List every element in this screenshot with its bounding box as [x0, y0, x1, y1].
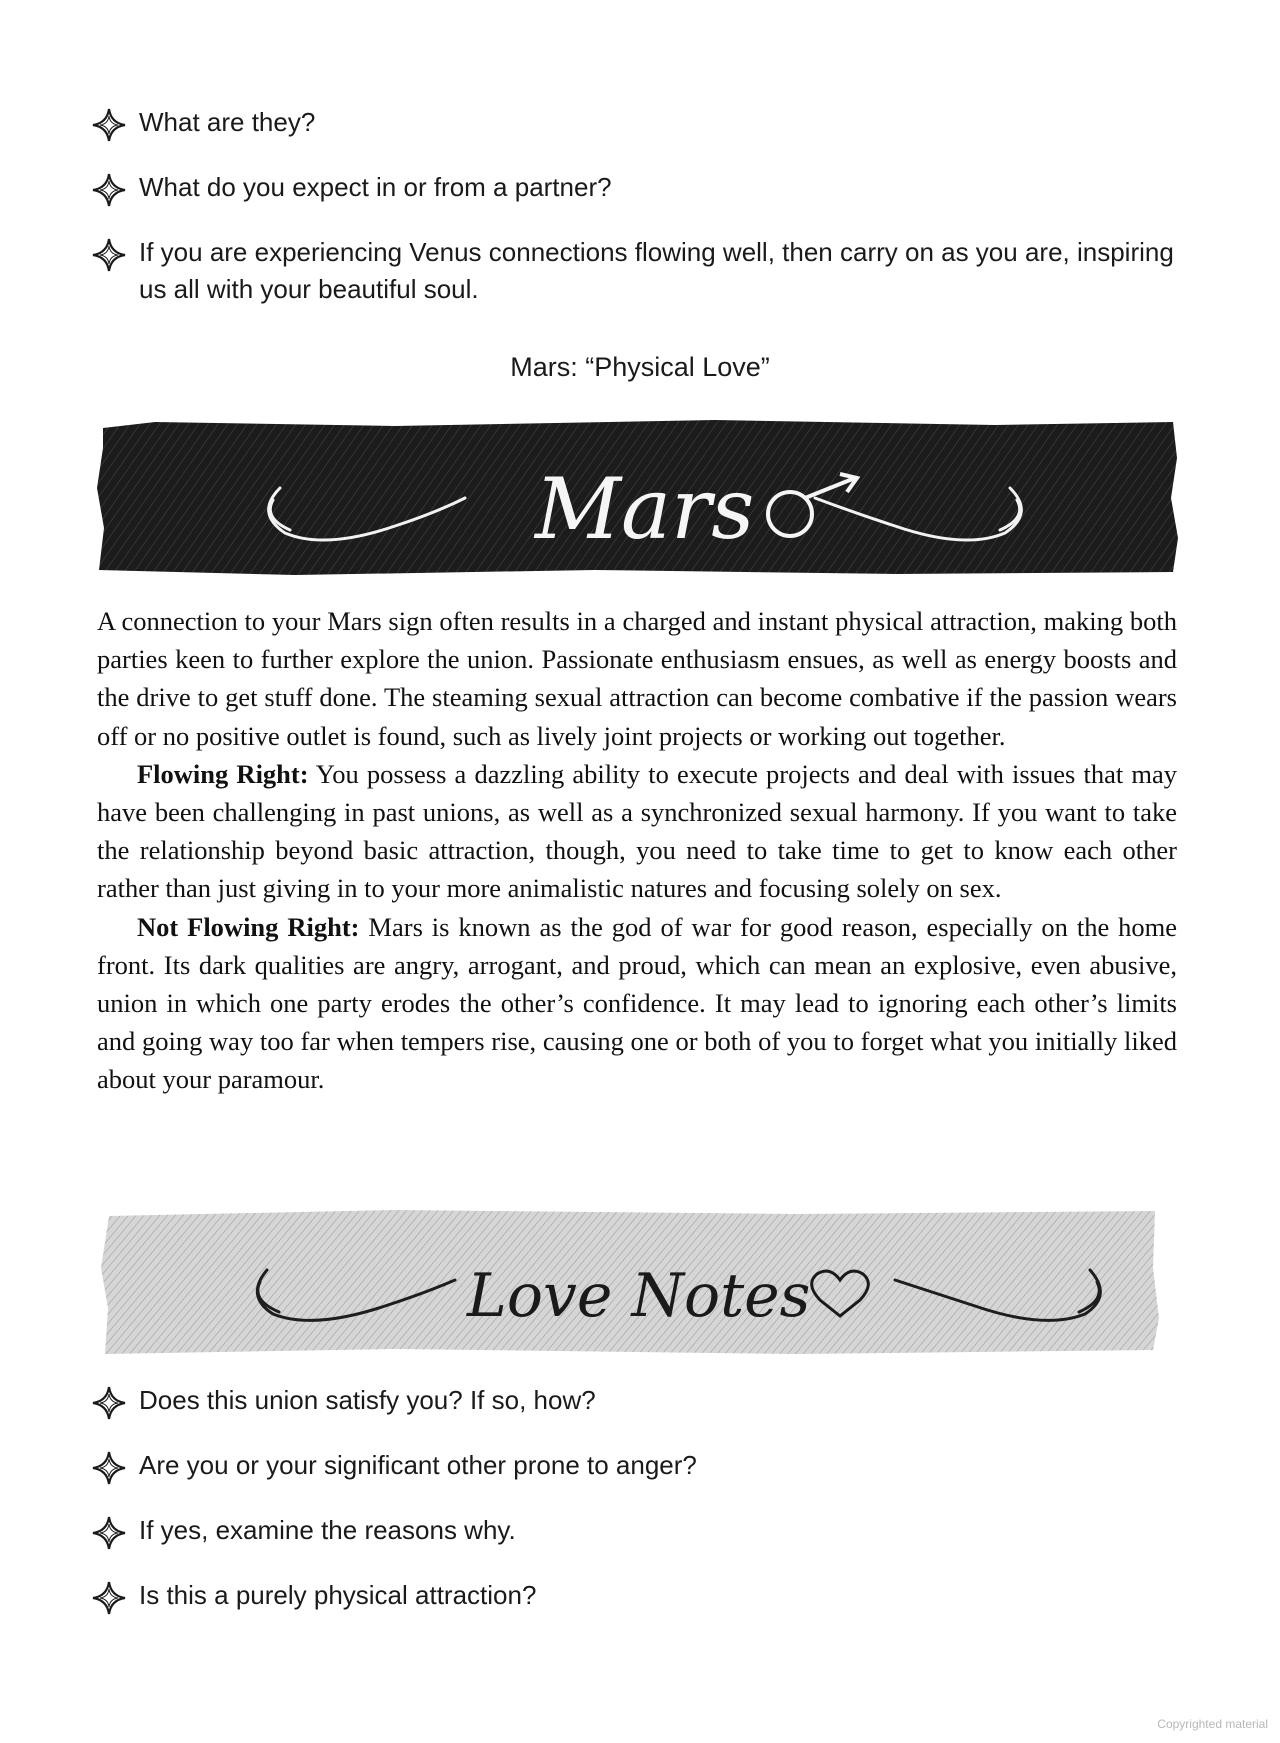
list-item-text: Does this union satisfy you? If so, how?	[139, 1385, 596, 1415]
list-item	[92, 1512, 1182, 1549]
sparkle-bullet-icon	[92, 1386, 126, 1420]
list-item	[92, 169, 1182, 206]
list-item-text: If yes, examine the reasons why.	[139, 1515, 516, 1545]
paragraph-not-flowing-right	[97, 908, 1177, 1099]
list-item-text: Is this a purely physical attraction?	[139, 1580, 537, 1610]
sparkle-bullet-icon	[92, 108, 126, 142]
list-item	[92, 104, 1182, 141]
sparkle-bullet-icon	[92, 173, 126, 207]
list-item-text: Are you or your significant other prone to anger?	[139, 1450, 697, 1480]
question-list-top	[92, 104, 1182, 336]
not-flowing-right-label: Not Flowing Right:	[137, 911, 360, 942]
list-item-text: If you are experiencing Venus connections flowing well, then carry on as you are, inspiring us all with your beautiful soul.	[139, 237, 1174, 304]
sparkle-bullet-icon	[92, 1581, 126, 1615]
flowing-right-text: You possess a dazzling ability to execute projects and deal with issues that may have been challenging in past unions, as well as a synchronized sexual harmony. If you want to take the relationship beyond basic attraction, though, you need to take time to get to know each other rather than just giving in to your more animalistic natures and focusing solely on sex.	[97, 758, 1177, 904]
list-item-text: What do you expect in or from a partner?	[139, 172, 612, 202]
question-list-bottom	[92, 1382, 1182, 1642]
mars-banner	[95, 418, 1180, 578]
section-heading: Mars: “Physical Love”	[510, 352, 770, 382]
list-item-text: What are they?	[139, 107, 316, 137]
sparkle-bullet-icon	[92, 1516, 126, 1550]
paragraph-flowing-right	[97, 755, 1177, 908]
paragraph-intro: A connection to your Mars sign often results in a charged and instant physical attraction, making both parties keen to further explore the union. Passionate enthusiasm ensues, as well as energy boosts and the drive to get stuff done. The steaming sexual attraction can become combative if the passion wears off or no positive outlet is found, such as lively joint projects or working out together.	[97, 606, 1177, 751]
sparkle-bullet-icon	[92, 238, 126, 272]
list-item	[92, 234, 1182, 308]
love-notes-banner-text: Love Notes	[467, 1261, 811, 1331]
flowing-right-label: Flowing Right:	[137, 758, 309, 789]
sparkle-bullet-icon	[92, 1451, 126, 1485]
body-text	[97, 602, 1177, 1099]
not-flowing-right-text: Mars is known as the god of war for good reason, especially on the home front. Its dark qualities are angry, arrogant, and proud, which can mean an explosive, even abusive, union in which one party erodes the other’s confidence. It may lead to ignoring each other’s limits and going way too far when tempers rise, causing one or both of you to forget what you initially liked about your paramour.	[97, 911, 1178, 1095]
list-item	[92, 1382, 1182, 1419]
mars-banner-text: Mars	[535, 460, 755, 558]
list-item	[92, 1577, 1182, 1614]
copyright-notice: Copyrighted material	[1157, 1717, 1268, 1731]
love-notes-banner	[95, 1208, 1180, 1356]
list-item	[92, 1447, 1182, 1484]
